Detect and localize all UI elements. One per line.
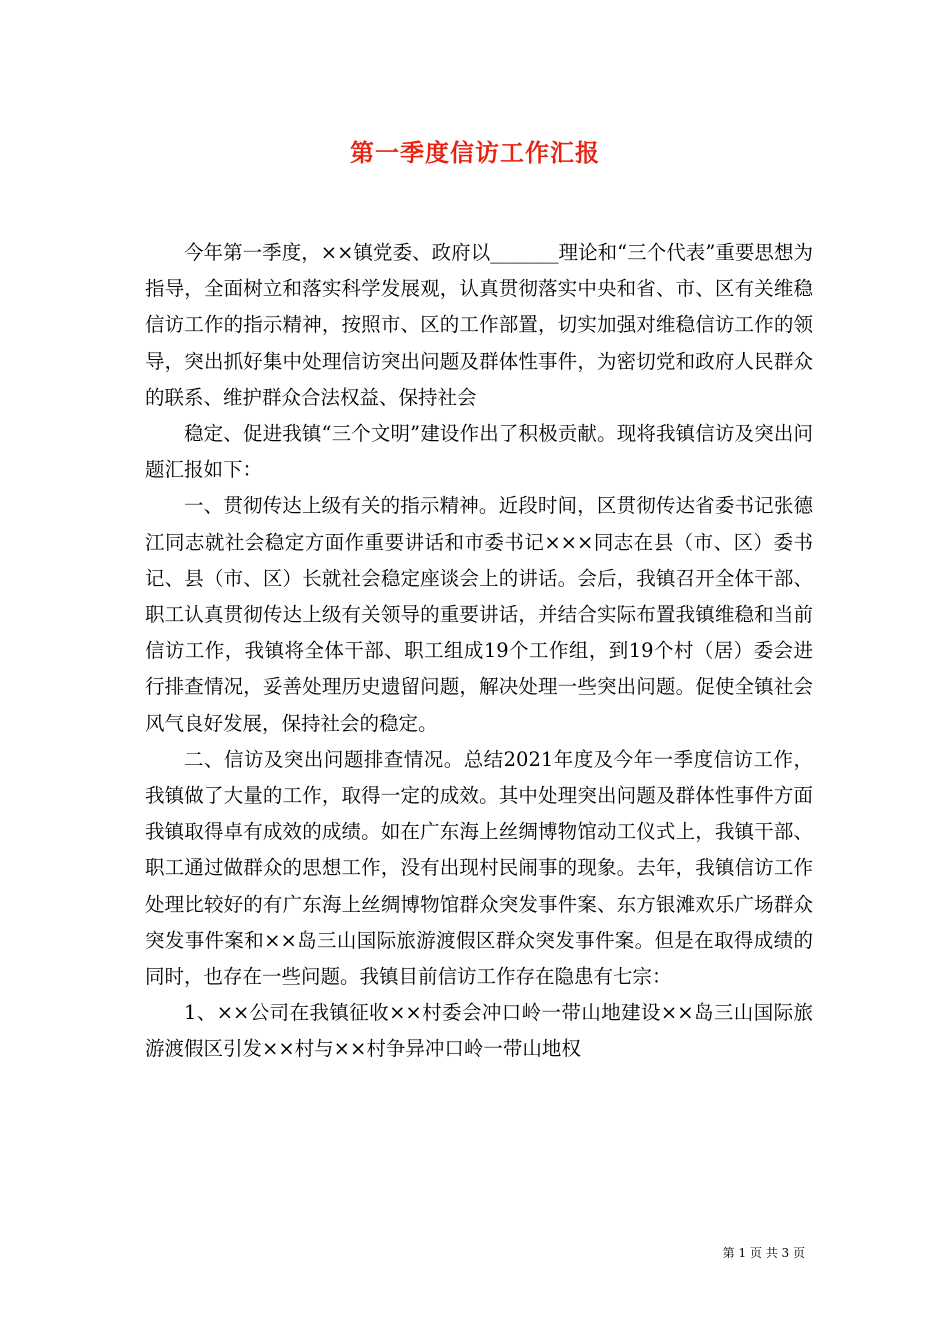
paragraph-intro: 今年第一季度，××镇党委、政府以_______理论和“三个代表”重要思想为指导，全面树立和落实科学发展观，认真贯彻落实中央和省、市、区有关维稳信访工作的指示精神，按照市、区的工作部置，切实加强对维稳信访工作的领导，突出抓好集中处理信访突出问题及群体性事件，为密切党和政府人民群众的联系、维护群众合法权益、保持社会 xyxy=(145,241,813,409)
paragraph-section-1: 一、贯彻传达上级有关的指示精神。近段时间，区贯彻传达省委书记张德江同志就社会稳定方面作重要讲话和市委书记×××同志在县（市、区）委书记、县（市、区）长就社会稳定座谈会上的讲话。会后，我镇召开全体干部、职工认真贯彻传达上级有关领导的重要讲话，并结合实际布置我镇维稳和当前信访工作，我镇将全体干部、职工组成19个工作组，到19个村（居）委会进行排查情况，妥善处理历史遗留问题，解决处理一些突出问题。促使全镇社会风气良好发展，保持社会的稳定。 xyxy=(145,494,813,735)
page-number: 第 1 页 共 3 页 xyxy=(722,1246,805,1260)
document-body xyxy=(145,235,813,1068)
paragraph-intro-continued: 稳定、促进我镇“三个文明”建设作出了积极贡献。现将我镇信访及突出问题汇报如下： xyxy=(145,422,813,482)
page-title: 第一季度信访工作汇报 xyxy=(350,138,600,167)
paragraph-item-1: 1、××公司在我镇征收××村委会冲口岭一带山地建设××岛三山国际旅游渡假区引发××村与××村争异冲口岭一带山地权 xyxy=(145,1001,813,1061)
paragraph-section-2: 二、信访及突出问题排查情况。总结2021年度及今年一季度信访工作，我镇做了大量的工作，取得一定的成效。其中处理突出问题及群体性事件方面我镇取得卓有成效的成绩。如在广东海上丝绸博物馆动工仪式上，我镇干部、职工通过做群众的思想工作，没有出现村民闹事的现象。去年，我镇信访工作处理比较好的有广东海上丝绸博物馆群众突发事件案、东方银滩欢乐广场群众突发事件案和××岛三山国际旅游渡假区群众突发事件案。但是在取得成绩的同时，也存在一些问题。我镇目前信访工作存在隐患有七宗： xyxy=(145,747,813,989)
